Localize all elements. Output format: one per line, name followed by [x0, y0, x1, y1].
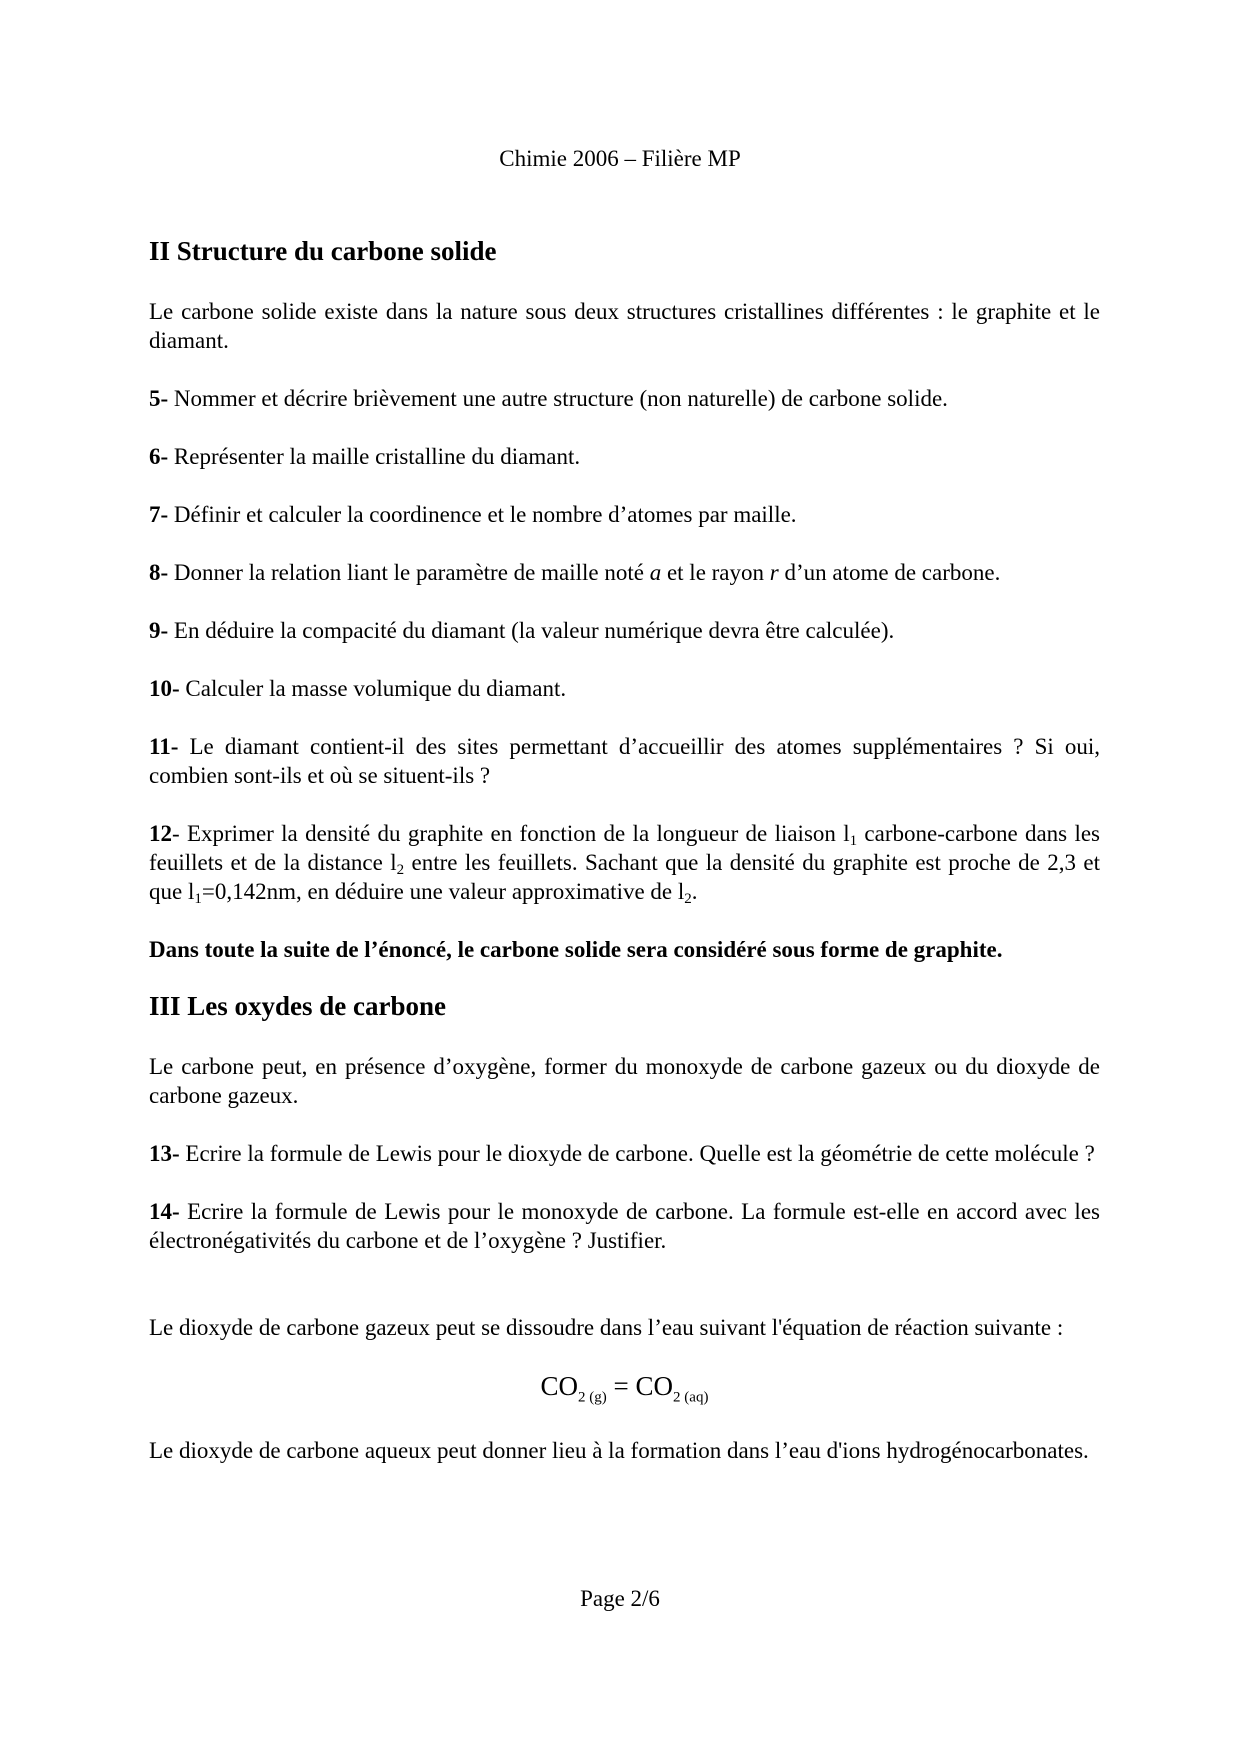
section-title-oxides: III Les oxydes de carbone [149, 991, 447, 1021]
question-text: Calculer la masse volumique du diamant. [179, 676, 567, 701]
question-6 [149, 442, 1100, 471]
question-number: 11- [149, 734, 179, 759]
question-number: 12 [149, 821, 172, 846]
question-number: 8- [149, 560, 169, 585]
paragraph-dissolution: Le dioxyde de carbone gazeux peut se dissoudre dans l’eau suivant l'équation de réaction suivante : [149, 1315, 1064, 1340]
question-text: Représenter la maille cristalline du diamant. [168, 444, 581, 469]
question-text: Ecrire la formule de Lewis pour le dioxyde de carbone. Quelle est la géométrie de cette molécule ? [179, 1141, 1095, 1166]
variable-r: r [769, 560, 779, 585]
page-header: Chimie 2006 – Filière MP [499, 146, 741, 171]
question-number: 13- [149, 1141, 180, 1166]
question-text: Définir et calculer la coordinence et le nombre d’atomes par maille. [168, 502, 797, 527]
paragraph-intro-oxides: Le carbone peut, en présence d’oxygène, former du monoxyde de carbone gazeux ou du dioxyde de carbone gazeux. [149, 1054, 1100, 1108]
question-number: 5- [149, 386, 169, 411]
question-number: 7- [149, 502, 169, 527]
question-number: 6- [149, 444, 169, 469]
question-12: 12- Exprimer la densité du graphite en fonction de la longueur de liaison $l_1$ carbone-carbone dans les feuillets et de la distance $l_2$ entre les feuillets. Sachant que la densité du graphite est proche de 2,3 et que $l_1=0,142nm$, en déduire une valeur approximative de $l_2$. [149, 821, 1101, 907]
question-9 [149, 616, 1100, 645]
question-8: 8- Donner la relation liant le paramètre de maille noté a et le rayon r d’un atome de carbone. [149, 560, 1001, 585]
question-text: Le diamant contient-il des sites permettant d’accueillir des atomes supplémentaires ? Si oui, combien sont-ils et où se situent-ils ? [149, 734, 1100, 788]
question-13 [149, 1139, 1100, 1168]
paragraph-intro-structure: Le carbone solide existe dans la nature sous deux structures cristallines différentes : le graphite et le diamant. [149, 299, 1100, 353]
question-14 [149, 1197, 1100, 1255]
question-text: Ecrire la formule de Lewis pour le monoxyde de carbone. La formule est-elle en accord avec les électronégativités du carbone et de l’oxygène ? Justifier. [149, 1199, 1100, 1253]
question-7 [149, 500, 1100, 529]
graphite-note: Dans toute la suite de l’énoncé, le carbone solide sera considéré sous forme de graphite. [149, 937, 1003, 962]
page-content [149, 234, 1100, 1465]
question-5 [149, 384, 1100, 413]
question-text: Nommer et décrire brièvement une autre structure (non naturelle) de carbone solide. [168, 386, 948, 411]
question-number: 14- [149, 1199, 180, 1224]
question-number: 10- [149, 676, 180, 701]
section-title-structure: II Structure du carbone solide [149, 236, 497, 266]
question-number: 9- [149, 618, 169, 643]
paragraph-aqueous: Le dioxyde de carbone aqueux peut donner lieu à la formation dans l’eau d'ions hydrogénocarbonates. [149, 1438, 1089, 1464]
question-text: En déduire la compacité du diamant (la valeur numérique devra être calculée). [168, 618, 895, 643]
question-11 [149, 732, 1100, 790]
equation-co2-dissolution: $CO_{2 (g)} = CO_{2 (aq)}$ [540, 1371, 709, 1406]
page-footer: Page 2/6 [580, 1586, 660, 1611]
question-10 [149, 674, 1100, 703]
variable-a: a [649, 560, 662, 585]
